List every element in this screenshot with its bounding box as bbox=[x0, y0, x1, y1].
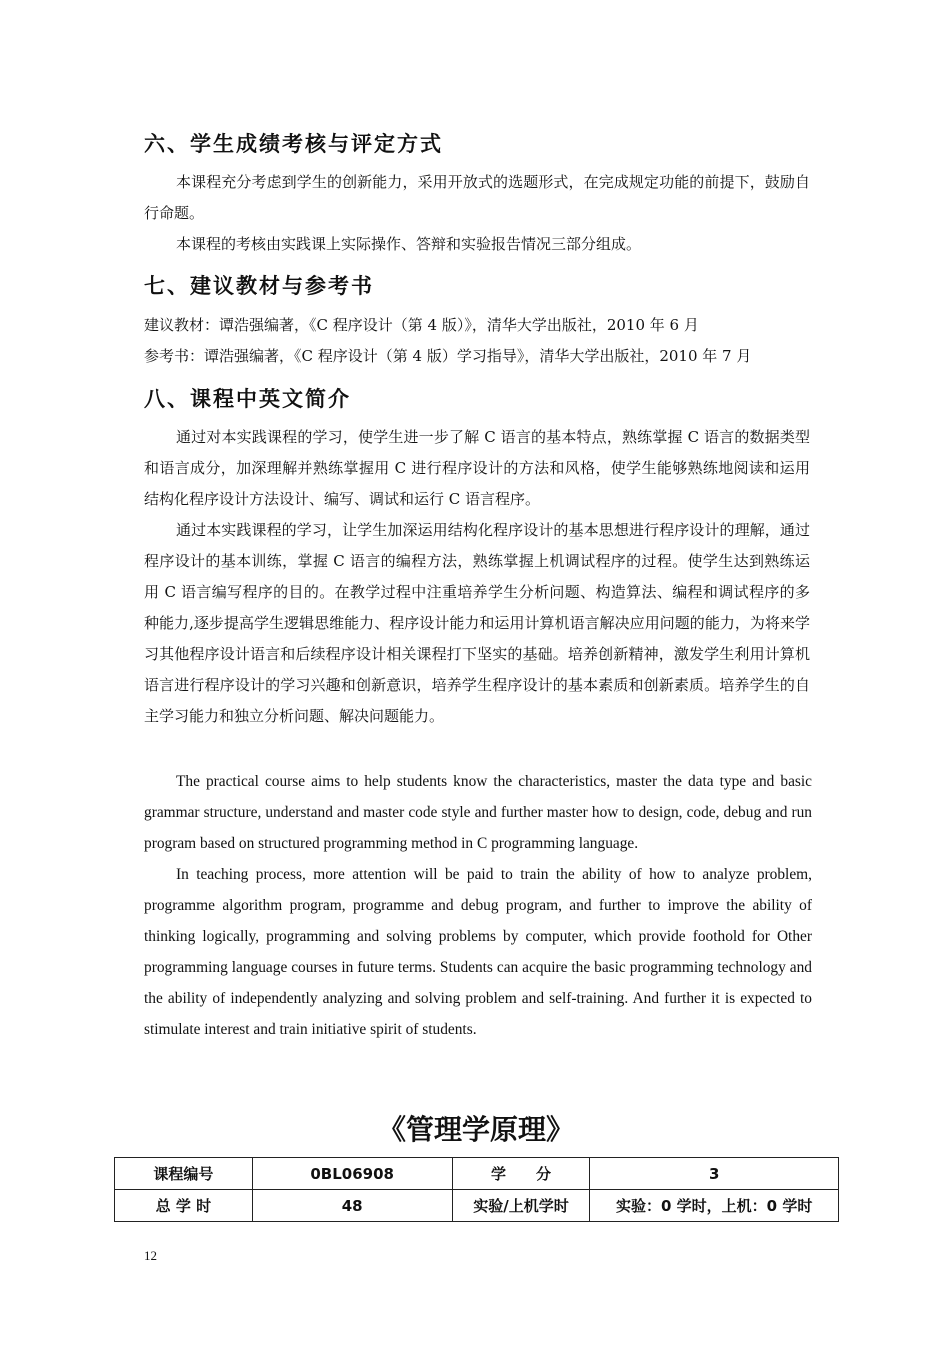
section-6-paragraph-1: 本课程充分考虑到学生的创新能力，采用开放式的选题形式，在完成规定功能的前提下，鼓励自行命题。 bbox=[144, 173, 810, 222]
section-6-heading: 六、学生成绩考核与评定方式 bbox=[144, 132, 443, 156]
course-code-label: 课程编号 bbox=[115, 1158, 253, 1190]
course-title: 《管理学原理》 bbox=[377, 1113, 574, 1146]
section-8-heading: 八、课程中英文简介 bbox=[144, 387, 351, 411]
english-intro-paragraph-2: In teaching process, more attention will be paid to train the ability of how to analyze problem, programme algorithm program, programme and debug program, and further to improve the ability of thinking logically, programming and solving problems by computer, which provide foothold for Other programming language courses in future terms. Students can acquire the basic programming technology and the ability of independently analyzing and solving problem and self-training. And further it is expected to stimulate interest and train initiative spirit of students. bbox=[144, 866, 812, 1038]
lab-hours-value: 实验：0 学时，上机：0 学时 bbox=[590, 1190, 839, 1222]
section-7-heading: 七、建议教材与参考书 bbox=[144, 274, 374, 298]
lab-hours-label: 实验/上机学时 bbox=[452, 1190, 590, 1222]
total-hours-value: 48 bbox=[252, 1190, 452, 1222]
page-number: 12 bbox=[144, 1248, 157, 1263]
section-8-paragraph-2: 通过本实践课程的学习，让学生加深运用结构化程序设计的基本思想进行程序设计的理解，通过程序设计的基本训练，掌握 C 语言的编程方法，熟练掌握上机调试程序的过程。使学生达到熟练运用 C 语言编写程序的目的。在教学过程中注重培养学生分析问题、构造算法、编程和调试程序的多种能力,逐步提高学生逻辑思维能力、程序设计能力和运用计算机语言解决应用问题的能力，为将来学习其他程序设计语言和后续程序设计相关课程打下坚实的基础。培养创新精神，激发学生利用计算机语言进行程序设计的学习兴趣和创新意识，培养学生程序设计的基本素质和创新素质。培养学生的自主学习能力和独立分析问题、解决问题能力。 bbox=[144, 521, 810, 725]
english-intro-paragraph-1: The practical course aims to help students know the characteristics, master the data type and basic grammar structure, understand and master code style and further master how to design, code, debug and run program based on structured programming method in C programming language. bbox=[144, 773, 812, 852]
course-info-table bbox=[114, 1157, 839, 1222]
credits-value: 3 bbox=[590, 1158, 839, 1190]
section-6-paragraph-2: 本课程的考核由实践课上实际操作、答辩和实验报告情况三部分组成。 bbox=[176, 235, 642, 253]
credits-label: 学 分 bbox=[452, 1158, 590, 1190]
total-hours-label: 总 学 时 bbox=[115, 1190, 253, 1222]
course-code-value: 0BL06908 bbox=[252, 1158, 452, 1190]
reference-book: 参考书：谭浩强编著，《C 程序设计（第 4 版）学习指导》，清华大学出版社，2010 年 7 月 bbox=[144, 347, 752, 365]
table-row bbox=[115, 1158, 839, 1190]
suggested-textbook: 建议教材：谭浩强编著，《C 程序设计（第 4 版）》，清华大学出版社，2010 年 6 月 bbox=[144, 316, 699, 334]
section-8-paragraph-1: 通过对本实践课程的学习，使学生进一步了解 C 语言的基本特点，熟练掌握 C 语言的数据类型和语言成分，加深理解并熟练掌握用 C 进行程序设计的方法和风格，使学生能够熟练地阅读和运用结构化程序设计方法设计、编写、调试和运行 C 语言程序。 bbox=[144, 428, 810, 508]
table-row bbox=[115, 1190, 839, 1222]
